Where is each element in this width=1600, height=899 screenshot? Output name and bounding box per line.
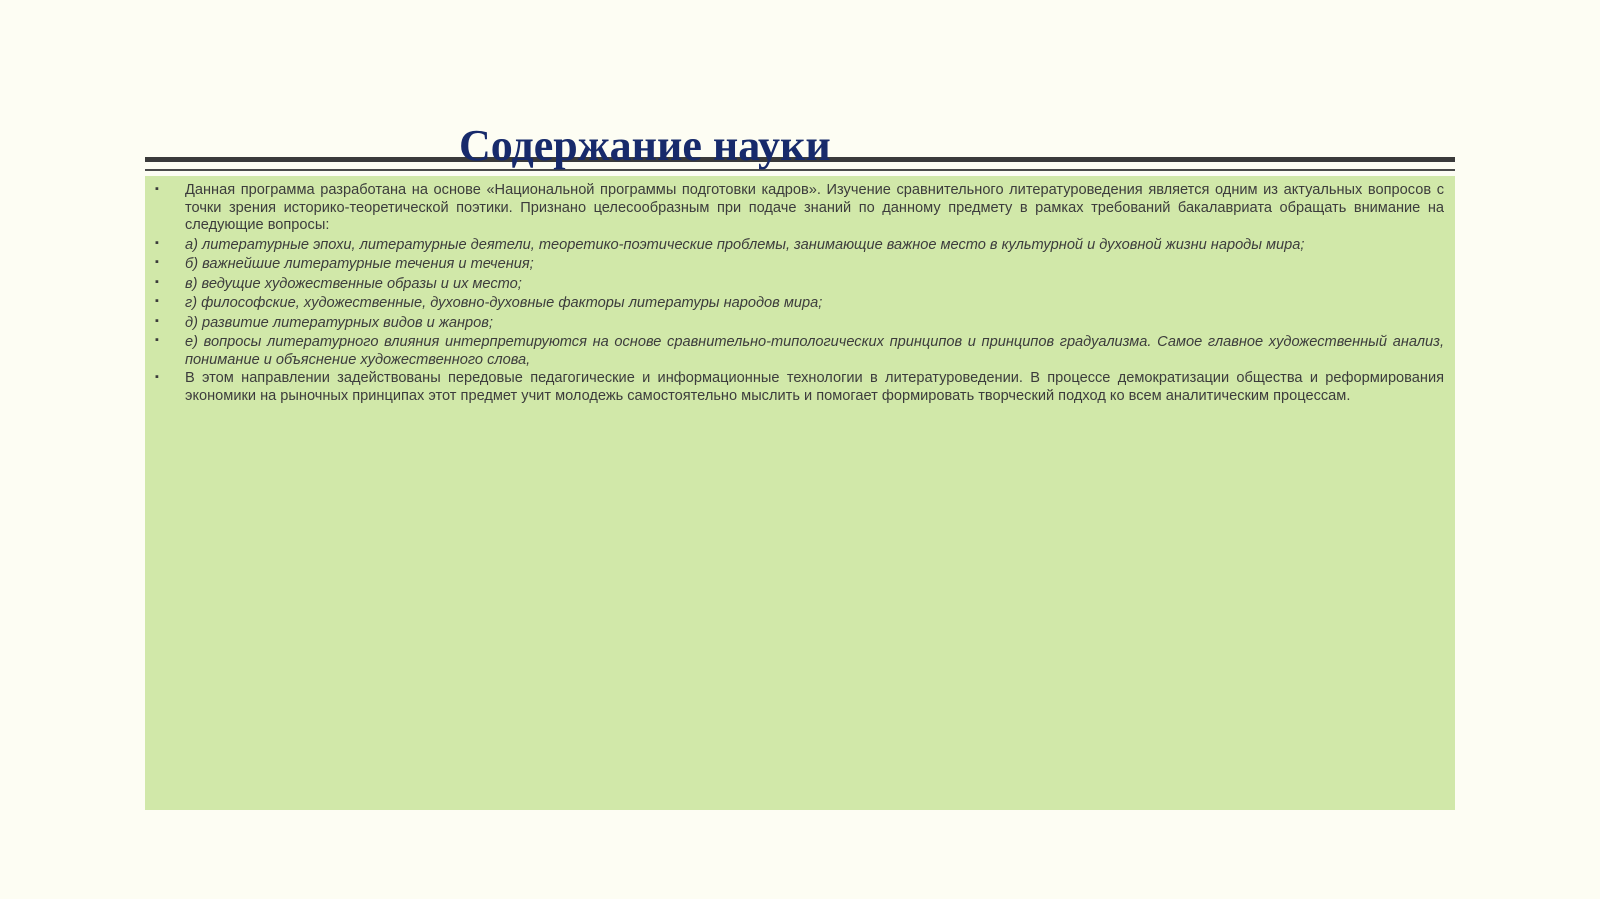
list-item (155, 255, 1444, 274)
list-item (155, 236, 1444, 255)
list-item-text: В этом направлении задействованы передовые педагогические и информационные технологии в литературоведении. В процессе демократизации общества и реформирования экономики на рыночных принципах этот предмет учит молодежь самостоятельно мыслить и помогает формировать творческий подход ко всем аналитическим процессам. (185, 370, 1444, 404)
list-item-text: е) вопросы литературного влияния интерпретируются на основе сравнительно-типологических принципов и принципов градуализма. Самое главное художественный анализ, понимание и объяснение художественного слова, (185, 334, 1444, 368)
bullet-icon: ▪ (155, 183, 159, 195)
list-item-text: а) литературные эпохи, литературные деятели, теоретико-поэтические проблемы, занимающие важное место в культурной и духовной жизни народы мира; (185, 236, 1305, 253)
list-item-text: б) важнейшие литературные течения и течения; (185, 256, 534, 272)
content-list (145, 176, 1455, 405)
list-item (155, 333, 1444, 369)
content-box (145, 176, 1455, 810)
list-item (155, 275, 1444, 294)
bullet-icon: ▪ (155, 371, 159, 383)
list-item-text: Данная программа разработана на основе «Национальной программы подготовки кадров». Изучение сравнительного литературоведения является одним из актуальных вопросов с точки зрения историко-теоретической поэтики. Признано целесообразным при подаче знаний по данному предмету в рамках требований бакалавриата обращать внимание на следующие вопросы: (185, 182, 1444, 233)
list-item (155, 294, 1444, 313)
bullet-icon: ▪ (155, 295, 159, 307)
bullet-icon: ▪ (155, 314, 159, 327)
list-item-text: в) ведущие художественные образы и их место; (185, 275, 522, 292)
bullet-icon: ▪ (155, 275, 159, 288)
bullet-icon: ▪ (155, 256, 159, 268)
list-item (155, 370, 1444, 405)
slide-title: Содержание науки (459, 121, 831, 170)
bullet-icon: ▪ (155, 334, 159, 346)
bullet-icon: ▪ (155, 236, 159, 249)
list-item-text: г) философские, художественные, духовно-духовные факторы литературы народов мира; (185, 295, 823, 311)
list-item (155, 182, 1444, 235)
list-item-text: д) развитие литературных видов и жанров; (185, 314, 493, 331)
list-item (155, 314, 1444, 333)
